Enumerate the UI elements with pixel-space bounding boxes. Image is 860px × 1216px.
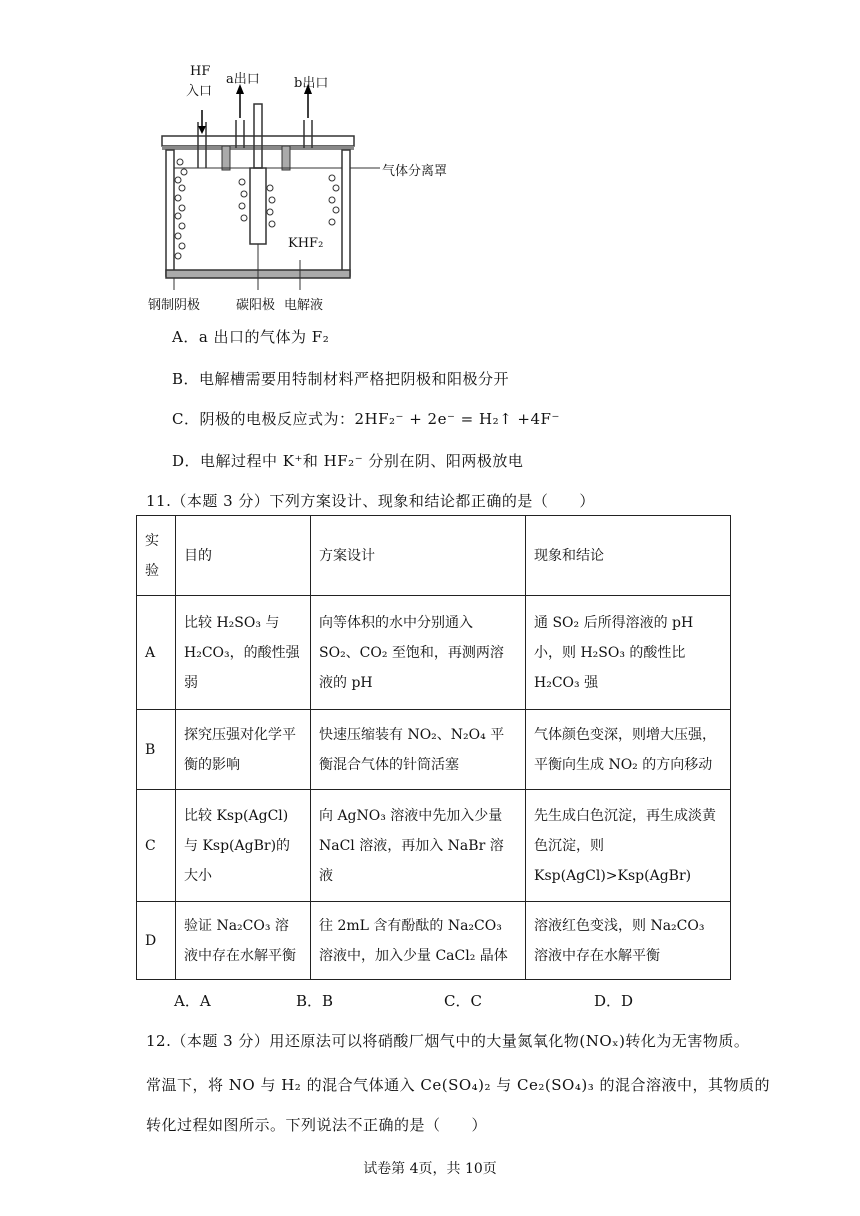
table-header-cell: 现象和结论 <box>526 516 731 596</box>
q11-table <box>136 515 731 980</box>
diagram-label-a-outlet: a出口 <box>226 72 260 87</box>
q10-option-c: C．阴极的电极反应式为：2HF₂⁻ + 2e⁻ = H₂↑ +4F⁻ <box>172 410 560 428</box>
table-cell-design: 向等体积的水中分别通入 SO₂、CO₂ 至饱和，再测两溶液的 pH <box>311 596 526 710</box>
diagram-label-inlet: 入口 <box>186 84 213 99</box>
q10-option-a: A．a 出口的气体为 F₂ <box>172 328 330 346</box>
table-header-cell: 目的 <box>176 516 311 596</box>
electrolysis-diagram <box>140 60 460 320</box>
diagram-label-carbon-anode: 碳阳极 <box>236 298 276 313</box>
q11-answer-c: C．C <box>444 992 482 1010</box>
diagram-label-steel-cathode: 钢制阴极 <box>148 298 201 313</box>
diagram-label-b-outlet: b出口 <box>294 76 329 91</box>
table-header-cell: 实验 <box>137 516 176 596</box>
page-footer: 试卷第 4页，共 10页 <box>363 1161 497 1177</box>
table-cell-label: D <box>137 902 176 980</box>
table-cell-result: 通 SO₂ 后所得溶液的 pH 小，则 H₂SO₃ 的酸性比 H₂CO₃ 强 <box>526 596 731 710</box>
q12-line-2: 常温下，将 NO 与 H₂ 的混合气体通入 Ce(SO₄)₂ 与 Ce₂(SO₄)₃ 的混合溶液中，其物质的 <box>146 1076 770 1094</box>
table-cell-label: A <box>137 596 176 710</box>
q10-option-b: B．电解槽需要用特制材料严格把阴极和阳极分开 <box>172 370 510 388</box>
table-row <box>137 710 731 790</box>
q11-stem: 11.（本题 3 分）下列方案设计、现象和结论都正确的是（ ） <box>146 492 595 510</box>
table-cell-result: 先生成白色沉淀，再生成淡黄色沉淀，则 Ksp(AgCl)>Ksp(AgBr) <box>526 790 731 902</box>
table-cell-design: 向 AgNO₃ 溶液中先加入少量 NaCl 溶液，再加入 NaBr 溶液 <box>311 790 526 902</box>
table-cell-result: 气体颜色变深，则增大压强，平衡向生成 NO₂ 的方向移动 <box>526 710 731 790</box>
diagram-label-separator: 气体分离罩 <box>382 164 448 179</box>
table-cell-design: 快速压缩装有 NO₂、N₂O₄ 平衡混合气体的针筒活塞 <box>311 710 526 790</box>
table-cell-label: C <box>137 790 176 902</box>
diagram-label-khf2: KHF₂ <box>288 236 324 251</box>
table-cell-result: 溶液红色变浅，则 Na₂CO₃ 溶液中存在水解平衡 <box>526 902 731 980</box>
table-cell-label: B <box>137 710 176 790</box>
table-cell-design: 往 2mL 含有酚酞的 Na₂CO₃ 溶液中，加入少量 CaCl₂ 晶体 <box>311 902 526 980</box>
q10-option-d: D．电解过程中 K⁺和 HF₂⁻ 分别在阴、阳两极放电 <box>172 452 524 470</box>
table-cell-purpose: 比较 Ksp(AgCl)与 Ksp(AgBr)的大小 <box>176 790 311 902</box>
diagram-label-hf: HF <box>190 64 211 79</box>
table-cell-purpose: 比较 H₂SO₃ 与 H₂CO₃，的酸性强弱 <box>176 596 311 710</box>
table-cell-purpose: 验证 Na₂CO₃ 溶液中存在水解平衡 <box>176 902 311 980</box>
table-row <box>137 790 731 902</box>
table-row <box>137 902 731 980</box>
q12-line-3: 转化过程如图所示。下列说法不正确的是（ ） <box>146 1116 488 1134</box>
q11-answer-b: B．B <box>296 992 334 1010</box>
table-cell-purpose: 探究压强对化学平衡的影响 <box>176 710 311 790</box>
table-header-cell: 方案设计 <box>311 516 526 596</box>
q11-answer-d: D．D <box>594 992 634 1010</box>
q11-answer-a: A．A <box>174 992 211 1010</box>
diagram-label-electrolyte: 电解液 <box>284 298 324 313</box>
q12-line-1: 12.（本题 3 分）用还原法可以将硝酸厂烟气中的大量氮氧化物(NOₓ)转化为无害物质。 <box>146 1032 750 1050</box>
table-row <box>137 596 731 710</box>
table-header-row <box>137 516 731 596</box>
